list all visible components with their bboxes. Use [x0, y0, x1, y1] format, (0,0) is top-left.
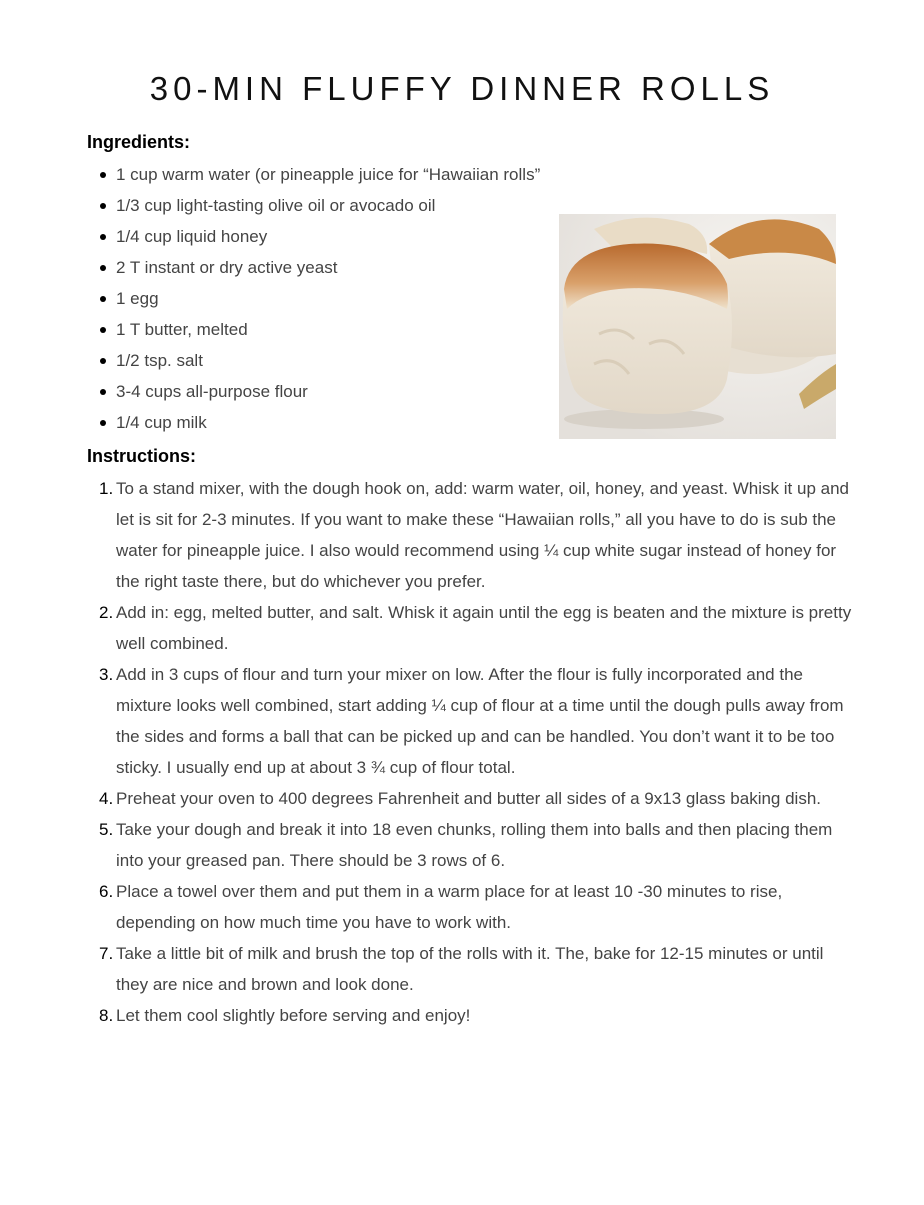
instruction-step: [99, 597, 859, 659]
step-text: Take a little bit of milk and brush the top of the rolls with it. The, bake for 12-15 minutes or until they are nice and brown and look done.: [116, 944, 824, 994]
instructions-list: [99, 473, 859, 1031]
step-text: Place a towel over them and put them in a warm place for at least 10 -30 minutes to rise, depending on how much time you have to work with.: [116, 882, 783, 932]
instructions-heading: Instructions:: [87, 446, 197, 466]
ingredients-heading: Ingredients:: [87, 132, 191, 152]
step-number: 8.: [99, 1006, 114, 1025]
step-number: 7.: [99, 944, 114, 963]
step-text: Take your dough and break it into 18 even chunks, rolling them into balls and then placing them into your greased pan. There should be 3 rows of 6.: [116, 820, 833, 870]
ingredient-item: 1 cup warm water (or pineapple juice for “Hawaiian rolls”: [96, 159, 540, 190]
step-text: To a stand mixer, with the dough hook on, add: warm water, oil, honey, and yeast. Whisk it up and let is sit for 2-3 minutes. If you want to make these “Hawaiian rolls,” all you have to do is sub the water for pineapple juice. I also would recommend using ¼ cup white sugar instead of honey for the right taste there, but do whichever you prefer.: [116, 479, 849, 591]
step-text: Preheat your oven to 400 degrees Fahrenheit and butter all sides of a 9x13 glass baking dish.: [116, 789, 822, 808]
instruction-step: [99, 938, 859, 1000]
instruction-step: [99, 1000, 859, 1031]
step-number: 5.: [99, 820, 114, 839]
ingredient-item: 1/3 cup light-tasting olive oil or avocado oil: [96, 190, 540, 221]
ingredient-item: 1 T butter, melted: [96, 314, 540, 345]
step-number: 4.: [99, 789, 114, 808]
ingredients-list: [96, 159, 540, 438]
step-number: 3.: [99, 665, 114, 684]
instruction-step: [99, 814, 859, 876]
ingredient-item: 1/4 cup milk: [96, 407, 540, 438]
step-number: 1.: [99, 479, 114, 498]
step-text: Add in 3 cups of flour and turn your mixer on low. After the flour is fully incorporated and the mixture looks well combined, start adding ¼ cup of flour at a time until the dough pulls away from the sides and forms a ball that can be picked up and can be handled. You don’t want it to be too sticky. I usually end up at about 3 ¾ cup of flour total.: [116, 665, 844, 777]
ingredient-item: 1/2 tsp. salt: [96, 345, 540, 376]
instruction-step: [99, 473, 859, 597]
instruction-step: [99, 659, 859, 783]
step-number: 6.: [99, 882, 114, 901]
ingredient-item: 1 egg: [96, 283, 540, 314]
page-title: 30-MIN FLUFFY DINNER ROLLS: [149, 70, 775, 107]
dinner-rolls-photo: [559, 214, 836, 439]
instruction-step: [99, 876, 859, 938]
instruction-step: [99, 783, 859, 814]
step-number: 2.: [99, 603, 114, 622]
step-text: Let them cool slightly before serving and enjoy!: [116, 1006, 471, 1025]
ingredient-item: 1/4 cup liquid honey: [96, 221, 540, 252]
step-text: Add in: egg, melted butter, and salt. Whisk it again until the egg is beaten and the mixture is pretty well combined.: [116, 603, 852, 653]
ingredient-item: 2 T instant or dry active yeast: [96, 252, 540, 283]
ingredient-item: 3-4 cups all-purpose flour: [96, 376, 540, 407]
